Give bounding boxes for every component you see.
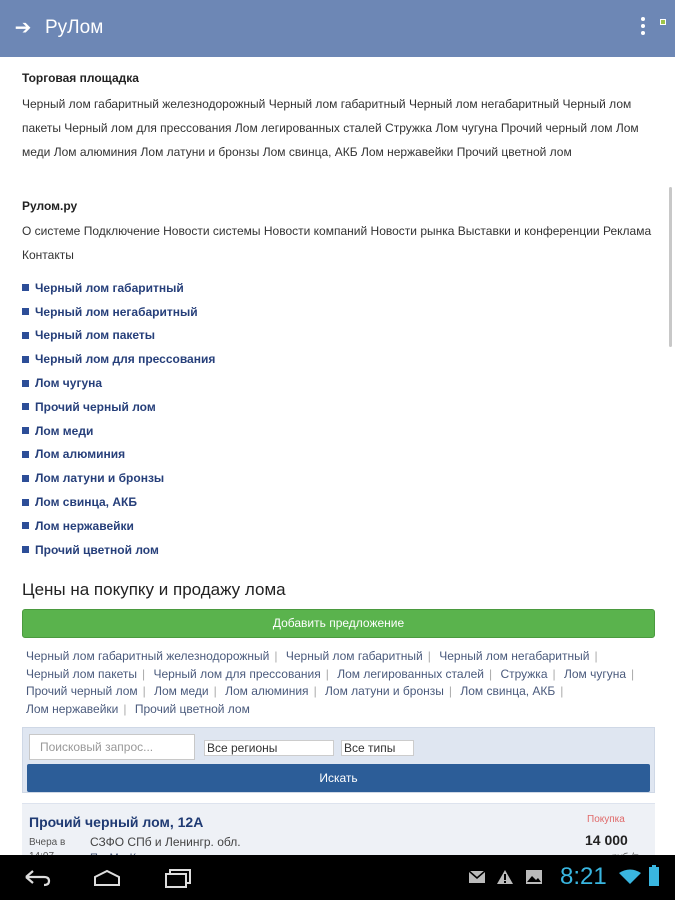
listing-region: СЗФО СПб и Ленингр. обл.: [90, 835, 241, 849]
site-heading: Рулом.ру: [22, 199, 78, 213]
trade-link[interactable]: Лом легированных сталей: [234, 121, 382, 135]
category-link[interactable]: [22, 419, 422, 443]
separator: |: [274, 649, 278, 663]
scrollbar[interactable]: [669, 187, 672, 347]
bullet-icon: [22, 284, 29, 291]
category-link[interactable]: [22, 347, 422, 371]
category-link[interactable]: [22, 300, 422, 324]
type-select[interactable]: Все типы: [341, 740, 414, 756]
trade-link[interactable]: Черный лом пакеты: [22, 97, 632, 135]
trade-link[interactable]: Лом чугуна: [435, 121, 498, 135]
separator: |: [123, 701, 127, 716]
site-link[interactable]: Подключение: [83, 224, 160, 238]
separator: |: [142, 684, 146, 698]
prices-heading: Цены на покупку и продажу лома: [22, 580, 286, 599]
nav-home-icon[interactable]: [92, 869, 122, 887]
category-label: Черный лом для прессования: [35, 352, 216, 367]
bullet-icon: [22, 546, 29, 553]
bullet-icon: [22, 451, 29, 458]
trade-link[interactable]: Стружка: [385, 121, 433, 135]
trade-link[interactable]: Черный лом габаритный: [268, 97, 406, 111]
site-link[interactable]: Выставки и конференции: [457, 224, 600, 238]
app-title: РуЛом: [45, 17, 104, 38]
category-label: Черный лом пакеты: [35, 328, 156, 343]
separator: |: [313, 684, 317, 698]
filter-link[interactable]: Черный лом пакеты: [26, 666, 137, 681]
category-label: Лом алюминия: [35, 447, 126, 462]
trade-link[interactable]: Прочий цветной лом: [456, 145, 572, 159]
search-input[interactable]: Поисковый запрос...: [29, 734, 195, 760]
filter-link[interactable]: Черный лом габаритный железнодорожный: [26, 649, 270, 663]
filter-link[interactable]: Лом свинца, АКБ: [460, 684, 556, 698]
bullet-icon: [22, 332, 29, 339]
filter-links: [26, 648, 656, 718]
filter-link[interactable]: Лом латуни и бронзы: [325, 684, 444, 698]
separator: |: [631, 666, 635, 681]
bullet-icon: [22, 427, 29, 434]
notification-icon: [660, 19, 666, 25]
separator: |: [325, 666, 329, 681]
nav-recent-apps-icon[interactable]: [163, 868, 193, 888]
separator: |: [560, 684, 564, 698]
separator: |: [594, 649, 598, 663]
status-clock: 8:21: [560, 863, 607, 890]
site-link[interactable]: Новости рынка: [370, 224, 455, 238]
category-label: Лом латуни и бронзы: [35, 471, 165, 486]
filter-link[interactable]: Черный лом габаритный: [285, 649, 423, 663]
search-panel: [22, 727, 655, 793]
separator: |: [141, 666, 146, 681]
back-arrow-icon[interactable]: ➔: [14, 17, 32, 39]
trade-link[interactable]: Лом алюминия: [53, 145, 138, 159]
separator: |: [488, 666, 493, 681]
listing-price: 14 000: [585, 832, 628, 848]
filter-link[interactable]: Черный лом для прессования: [153, 666, 321, 681]
trade-link[interactable]: Лом нержавейки: [361, 145, 454, 159]
page-content: [0, 57, 675, 855]
overflow-menu-icon[interactable]: [636, 17, 650, 39]
category-link[interactable]: [22, 466, 422, 490]
region-select[interactable]: Все регионы: [204, 740, 334, 756]
category-link[interactable]: [22, 324, 422, 348]
trade-link[interactable]: Черный лом для прессования: [64, 121, 232, 135]
trade-link[interactable]: Лом латуни и бронзы: [140, 145, 260, 159]
site-link[interactable]: Новости системы: [163, 224, 261, 238]
listing-type: Покупка: [587, 814, 625, 825]
category-label: Лом нержавейки: [35, 518, 134, 533]
nav-back-icon[interactable]: [22, 867, 52, 887]
trade-links: [22, 92, 652, 164]
wifi-icon: [618, 869, 642, 885]
filter-link[interactable]: Лом легированных сталей: [337, 666, 484, 681]
bullet-icon: [22, 475, 29, 482]
filter-link[interactable]: Лом чугуна: [563, 666, 627, 681]
category-label: Прочий черный лом: [35, 399, 156, 414]
battery-icon: [648, 865, 660, 887]
category-link[interactable]: [22, 490, 422, 514]
site-link[interactable]: О системе: [22, 224, 81, 238]
bullet-icon: [22, 356, 29, 363]
category-link[interactable]: [22, 395, 422, 419]
listing-date: Вчера в: [29, 837, 66, 848]
filter-link[interactable]: Лом меди: [154, 684, 209, 698]
trade-link[interactable]: Черный лом негабаритный: [408, 97, 560, 111]
filter-link[interactable]: Черный лом негабаритный: [439, 649, 590, 663]
bullet-icon: [22, 380, 29, 387]
system-nav-bar: [0, 855, 675, 900]
bullet-icon: [22, 308, 29, 315]
site-links: [22, 219, 652, 267]
listing-title[interactable]: Прочий черный лом, 12А: [29, 814, 204, 830]
trade-link[interactable]: Прочий черный лом: [500, 121, 613, 135]
gmail-icon: [468, 869, 486, 885]
separator: |: [427, 649, 431, 663]
site-link[interactable]: Новости компаний: [263, 224, 368, 238]
category-label: Лом свинца, АКБ: [35, 495, 137, 510]
bullet-icon: [22, 403, 29, 410]
category-label: Лом меди: [35, 423, 94, 438]
category-label: Черный лом габаритный: [35, 280, 184, 295]
category-link[interactable]: [22, 514, 422, 538]
site-link[interactable]: Реклама: [602, 224, 652, 238]
warning-icon: [496, 869, 514, 885]
separator: |: [552, 666, 556, 681]
category-link[interactable]: [22, 276, 422, 300]
bullet-icon: [22, 522, 29, 529]
search-button[interactable]: Искать: [27, 764, 650, 792]
separator: |: [213, 684, 217, 698]
filter-link[interactable]: Прочий черный лом: [26, 684, 138, 698]
category-label: Прочий цветной лом: [35, 542, 159, 557]
bullet-icon: [22, 499, 29, 506]
category-link[interactable]: [22, 371, 422, 395]
trade-heading: Торговая площадка: [22, 71, 139, 85]
trade-link[interactable]: Лом меди: [22, 121, 639, 159]
filter-link[interactable]: Лом алюминия: [225, 684, 309, 698]
category-label: Черный лом негабаритный: [35, 304, 198, 319]
trade-link[interactable]: Черный лом габаритный железнодорожный: [22, 97, 266, 111]
app-bar: [0, 0, 675, 57]
separator: |: [448, 684, 453, 698]
category-label: Лом чугуна: [35, 376, 103, 391]
filter-link[interactable]: Прочий цветной лом: [134, 701, 250, 716]
add-offer-button[interactable]: Добавить предложение: [22, 609, 655, 638]
category-link[interactable]: [22, 443, 422, 467]
filter-link[interactable]: Лом нержавейки: [26, 701, 119, 716]
category-link[interactable]: [22, 538, 422, 562]
site-link[interactable]: Контакты: [22, 248, 74, 262]
filter-link[interactable]: Стружка: [500, 666, 548, 681]
trade-link[interactable]: Лом свинца, АКБ: [262, 145, 358, 159]
image-icon: [525, 869, 543, 885]
category-list: [22, 276, 422, 562]
